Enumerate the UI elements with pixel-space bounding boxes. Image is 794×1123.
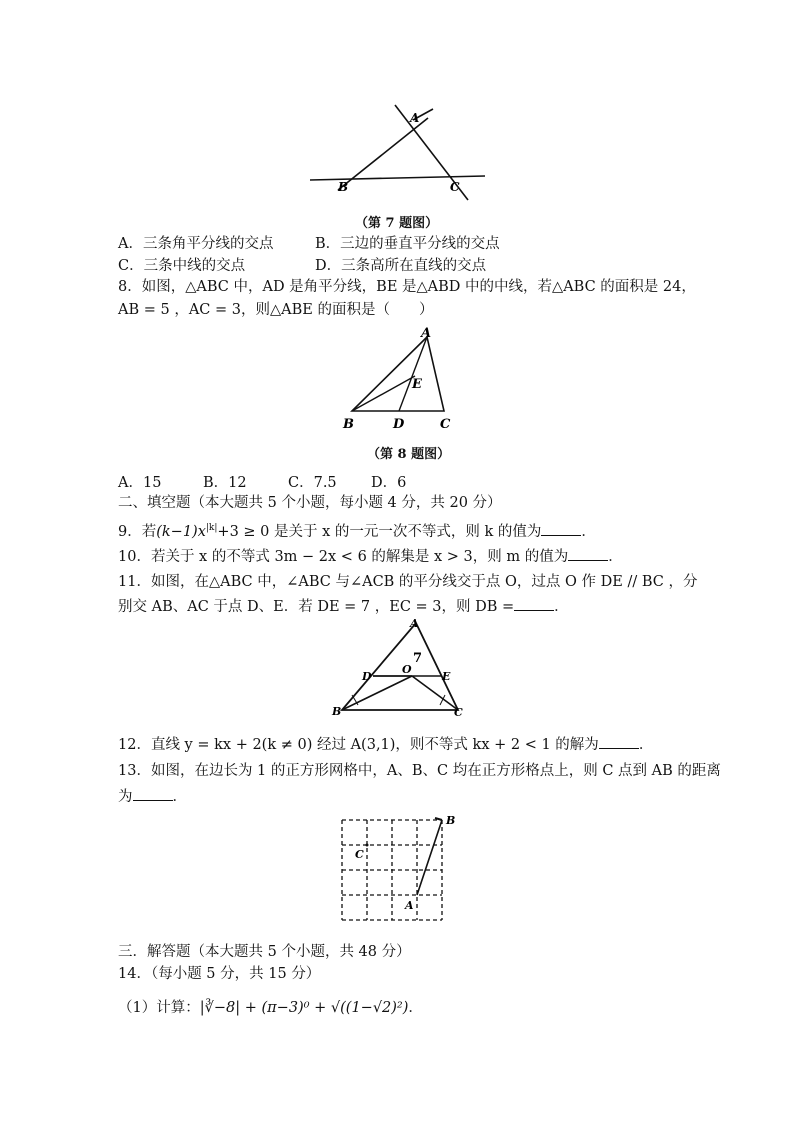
fig7-caption: （第 7 题图） <box>355 216 439 231</box>
q8-option-b: B．12 <box>203 475 247 491</box>
fig11-label-c: C <box>454 706 463 719</box>
q14-part1-expr: |∛−8| + (π−3)⁰ + √((1−√2)²) <box>199 1000 409 1016</box>
q11-line2 <box>118 596 569 617</box>
q8-option-d: D．6 <box>371 475 407 491</box>
fig8-label-e: E <box>412 377 422 392</box>
fig11-label-e: E <box>442 670 451 683</box>
q12 <box>118 734 653 755</box>
fig8-line-ad <box>399 337 427 411</box>
q10-end: ． <box>608 549 623 565</box>
q11-line2-text: 别交 AB、AC 于点 D、E．若 DE = 7 ，EC = 3，则 DB = <box>118 599 515 615</box>
q8-line2: AB = 5 ，AC = 3，则△ABE 的面积是（ ） <box>118 302 434 318</box>
q9-end: ． <box>581 523 596 540</box>
fig11-line-co <box>412 676 458 710</box>
fig7-label-a: A <box>410 111 420 125</box>
q9-prefix: 9．若 <box>118 523 157 540</box>
q14-header: 14．（每小题 5 分，共 15 分） <box>118 966 321 982</box>
q7-option-d: D．三条高所在直线的交点 <box>315 258 487 274</box>
fig7-label-b: B <box>338 180 349 194</box>
fig11-line-bo <box>342 676 412 710</box>
fig11-label-o: O <box>402 663 412 676</box>
figure-13 <box>335 812 465 927</box>
q12-end: ． <box>638 737 654 753</box>
q7-option-c: C．三条中线的交点 <box>118 258 246 274</box>
q7-option-a: A．三条角平分线的交点 <box>118 236 274 252</box>
fig11-label-d: D <box>362 670 372 683</box>
q9-answer-blank[interactable] <box>541 521 581 536</box>
q9-math: (k−1)x <box>156 523 206 540</box>
fig13-label-b: B <box>446 814 456 827</box>
q9-mid: +3 ≥ 0 是关于 x 的一元一次不等式，则 k 的值为 <box>217 523 542 540</box>
q13-line2-text: 为 <box>118 789 133 805</box>
fig8-label-c: C <box>440 417 451 432</box>
q9-sup: |k| <box>205 523 218 533</box>
q7-option-b: B．三边的垂直平分线的交点 <box>315 236 500 252</box>
q10 <box>118 546 623 567</box>
fig13-label-c: C <box>355 848 364 861</box>
fig8-label-a: A <box>421 326 432 341</box>
q14-part1 <box>118 998 423 1018</box>
q8-line1: 8．如图，△ABC 中，AD 是角平分线，BE 是△ABD 中的中线，若△ABC 的面积是 24， <box>118 279 696 295</box>
q13-end: ． <box>172 789 187 805</box>
fig11-label-b: B <box>332 705 342 718</box>
fig11-label-seven: 7 <box>413 651 423 666</box>
fig7-label-c: C <box>450 180 460 194</box>
q13-line1: 13．如图，在边长为 1 的正方形网格中，A、B、C 均在正方形格点上，则 C 点到 AB 的距离 <box>118 763 721 779</box>
q8-option-a: A．15 <box>118 475 162 491</box>
figure-7 <box>300 100 500 205</box>
q12-answer-blank[interactable] <box>599 734 639 749</box>
q8-option-c: C．7.5 <box>288 475 337 491</box>
fig8-label-b: B <box>343 417 354 432</box>
figure-11 <box>330 615 470 723</box>
q11-line1: 11．如图，在△ABC 中，∠ABC 与∠ACB 的平分线交于点 O，过点 O 作 DE // BC ，分 <box>118 574 698 590</box>
q9 <box>118 518 596 542</box>
q10-answer-blank[interactable] <box>568 546 608 561</box>
q12-text: 12．直线 y = kx + 2(k ≠ 0) 经过 A(3,1)，则不等式 kx + 2 < 1 的解为 <box>118 737 599 753</box>
q10-text: 10．若关于 x 的不等式 3m − 2x < 6 的解集是 x > 3，则 m 的值为 <box>118 549 569 565</box>
fig13-label-a: A <box>405 899 414 912</box>
q13-answer-blank[interactable] <box>133 786 173 801</box>
fig8-caption: （第 8 题图） <box>367 447 451 462</box>
figure-8 <box>335 322 465 434</box>
q11-end: ． <box>554 599 569 615</box>
fig8-label-d: D <box>393 417 405 432</box>
section2-heading: 二、填空题（本大题共 5 个小题，每小题 4 分，共 20 分） <box>118 495 502 511</box>
section3-heading: 三．解答题（本大题共 5 个小题，共 48 分） <box>118 944 411 960</box>
q14-part1-end: ． <box>408 1000 423 1016</box>
q14-part1-label: （1）计算： <box>118 1000 200 1016</box>
fig11-label-a: A <box>410 617 419 630</box>
q13-line2 <box>118 786 187 807</box>
fig7-line-ab <box>338 118 428 190</box>
fig13-segment-ab <box>417 820 442 895</box>
q11-answer-blank[interactable] <box>514 596 554 611</box>
